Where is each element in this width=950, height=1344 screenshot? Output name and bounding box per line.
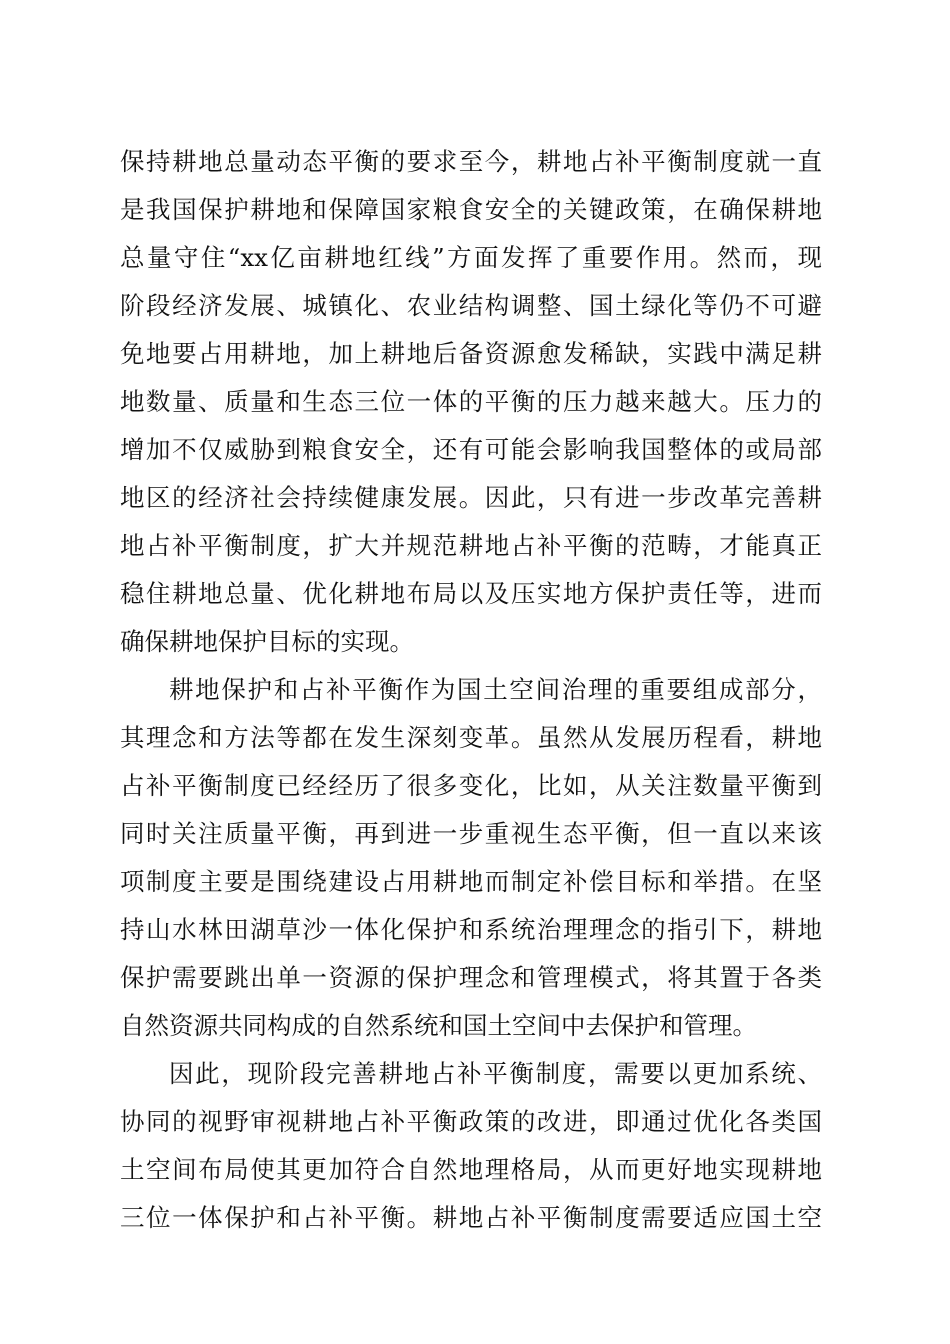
text-line: 保护需要跳出单一资源的保护理念和管理模式，将其置于各类 (120, 963, 822, 992)
text-line: 协同的视野审视耕地占补平衡政策的改进，即通过优化各类国 (120, 1107, 822, 1136)
text-line: 总量守住“xx亿亩耕地红线”方面发挥了重要作用。然而，现 (120, 243, 822, 272)
text-line: 保持耕地总量动态平衡的要求至今，耕地占补平衡制度就一直 (120, 147, 822, 176)
text-line: 土空间布局使其更加符合自然地理格局，从而更好地实现耕地 (120, 1155, 822, 1184)
paragraph-first-line: 耕地保护和占补平衡作为国土空间治理的重要组成部分， (169, 675, 822, 704)
text-line: 自然资源共同构成的自然系统和国土空间中去保护和管理。 (120, 1011, 757, 1040)
text-line: 项制度主要是围绕建设占用耕地而制定补偿目标和举措。在坚 (120, 867, 822, 896)
text-line: 其理念和方法等都在发生深刻变革。虽然从发展历程看，耕地 (120, 723, 822, 752)
text-line: 是我国保护耕地和保障国家粮食安全的关键政策，在确保耕地 (120, 195, 822, 224)
text-line: 占补平衡制度已经经历了很多变化，比如，从关注数量平衡到 (120, 771, 822, 800)
paragraph-first-line: 因此，现阶段完善耕地占补平衡制度，需要以更加系统、 (169, 1059, 822, 1088)
text-line: 持山水林田湖草沙一体化保护和系统治理理念的指引下，耕地 (120, 915, 822, 944)
text-line: 三位一体保护和占补平衡。耕地占补平衡制度需要适应国土空 (120, 1203, 822, 1232)
text-line: 地占补平衡制度，扩大并规范耕地占补平衡的范畴，才能真正 (120, 531, 822, 560)
text-line: 增加不仅威胁到粮食安全，还有可能会影响我国整体的或局部 (120, 435, 822, 464)
text-line: 地区的经济社会持续健康发展。因此，只有进一步改革完善耕 (120, 483, 822, 512)
text-line: 确保耕地保护目标的实现。 (120, 627, 414, 656)
text-line: 稳住耕地总量、优化耕地布局以及压实地方保护责任等，进而 (120, 579, 822, 608)
text-line: 同时关注质量平衡，再到进一步重视生态平衡，但一直以来该 (120, 819, 822, 848)
text-line: 阶段经济发展、城镇化、农业结构调整、国土绿化等仍不可避 (120, 291, 822, 320)
text-line: 免地要占用耕地，加上耕地后备资源愈发稀缺，实践中满足耕 (120, 339, 822, 368)
text-line: 地数量、质量和生态三位一体的平衡的压力越来越大。压力的 (120, 387, 822, 416)
